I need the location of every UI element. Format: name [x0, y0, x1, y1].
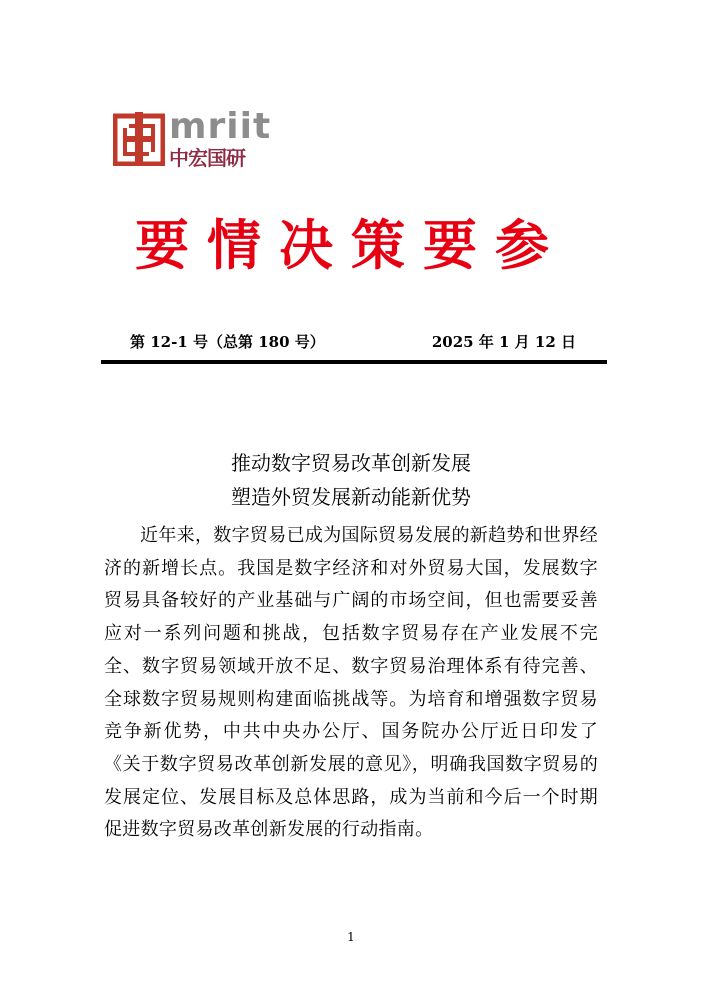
header-rule: [101, 360, 607, 364]
article-title-line-2: 塑造外贸发展新动能新优势: [231, 485, 471, 509]
issue-number: 第 12-1 号（总第 180 号）: [130, 333, 325, 351]
logo-text-cn: 中宏国研: [169, 146, 245, 170]
logo-text-en: mriit: [169, 106, 272, 147]
page-number: 1: [347, 930, 355, 944]
logo: [113, 106, 272, 172]
mriit-logo-icon: [113, 112, 165, 166]
issue-info-row: [130, 331, 576, 351]
masthead-title: 要情决策要参: [135, 214, 567, 277]
issue-date: 2025 年 1 月 12 日: [431, 333, 576, 351]
article-paragraph: 近年来，数字贸易已成为国际贸易发展的新趋势和世界经济的新增长点。我国是数字经济和对外贸易大国，发展数字贸易具备较好的产业基础与广阔的市场空间，但也需要妥善应对一系列问题和挑战，包括数字贸易存在产业发展不完全、数字贸易领域开放不足、数字贸易治理体系有待完善、全球数字贸易规则构建面临挑战等。为培育和增强数字贸易竞争新优势，中共中央办公厅、国务院办公厅近日印发了《关于数字贸易改革创新发展的意见》，明确我国数字贸易的发展定位、发展目标及总体思路，成为当前和今后一个时期促进数字贸易改革创新发展的行动指南。: [104, 525, 598, 841]
article-title-line-1: 推动数字贸易改革创新发展: [231, 451, 471, 475]
